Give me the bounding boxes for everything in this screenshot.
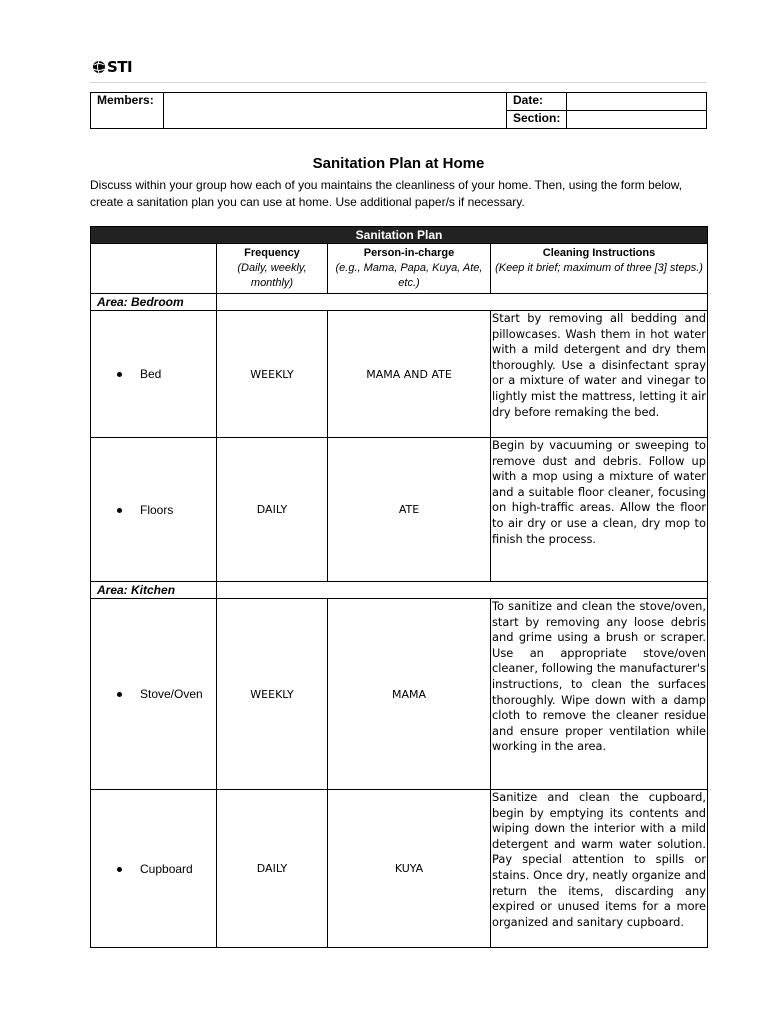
sanitation-plan-table xyxy=(90,226,708,948)
item-name-text: Floors xyxy=(140,502,174,517)
item-instructions: To sanitize and clean the stove/oven, start by removing any loose debris and grime using a brush or scraper. Use an appropriate stove/oven cleaner, following the manufacturer's instructions, to clean the surfaces thoroughly. Wipe down with a damp cloth to remove the cleaner residue and ensure proper ventilation while working in the area. xyxy=(491,599,708,790)
column-header-frequency xyxy=(217,244,328,294)
column-header-person xyxy=(328,244,491,294)
item-instructions: Sanitize and clean the cupboard, begin by emptying its contents and wiping down the interior with a mild detergent and warm water solution. Pay special attention to spills or stains. Once dry, neatly organize and return the items, discarding any expired or unused items for a more organized and sanitary cupboard. xyxy=(491,790,708,948)
item-instructions: Begin by vacuuming or sweeping to remove dust and debris. Follow up with a mop using a mixture of water and a suitable floor cleaner, focusing on high-traffic areas. Allow the floor to air dry or use a clean, dry mop to finish the process. xyxy=(491,438,708,582)
area-label: Area: Kitchen xyxy=(91,582,217,599)
area-label: Area: Bedroom xyxy=(91,294,217,311)
column-label: Cleaning Instructions xyxy=(542,247,656,259)
column-note: (Daily, weekly, monthly) xyxy=(237,262,307,289)
item-name-text: Cupboard xyxy=(140,861,193,876)
globe-icon xyxy=(92,59,106,75)
section-field[interactable] xyxy=(567,111,707,129)
item-name xyxy=(91,311,217,438)
item-frequency: WEEKLY xyxy=(217,599,328,790)
bullet-icon xyxy=(117,508,122,513)
item-name xyxy=(91,599,217,790)
area-blank xyxy=(217,582,708,599)
column-note: (e.g., Mama, Papa, Kuya, Ate, etc.) xyxy=(335,262,483,289)
members-field[interactable] xyxy=(164,93,507,129)
table-row xyxy=(91,438,708,582)
table-row xyxy=(91,311,708,438)
area-blank xyxy=(217,294,708,311)
item-name-text: Bed xyxy=(140,367,162,381)
column-label: Person-in-charge xyxy=(363,247,455,259)
item-name xyxy=(91,790,217,948)
column-header-instructions xyxy=(491,244,708,294)
date-field[interactable] xyxy=(567,93,707,111)
item-person: MAMA xyxy=(328,599,491,790)
members-label: Members: xyxy=(91,93,164,129)
item-instructions: Start by removing all bedding and pillowcases. Wash them in hot water with a mild detergent and dry them thoroughly. Use a disinfectant spray or a mixture of water and vinegar to lightly mist the mattress, letting it air dry before remaking the bed. xyxy=(491,311,708,438)
column-header-blank xyxy=(91,244,217,294)
page-title: Sanitation Plan at Home xyxy=(312,155,485,172)
item-frequency: DAILY xyxy=(217,790,328,948)
members-form xyxy=(90,92,707,129)
item-name xyxy=(91,438,217,582)
column-header-row xyxy=(91,244,708,294)
sti-logo xyxy=(92,58,132,76)
item-frequency: DAILY xyxy=(217,438,328,582)
item-person: KUYA xyxy=(328,790,491,948)
table-row xyxy=(91,599,708,790)
plan-table-title: Sanitation Plan xyxy=(91,227,708,244)
area-row-kitchen xyxy=(91,582,708,599)
date-label: Date: xyxy=(507,93,567,111)
header-divider xyxy=(90,82,707,83)
item-frequency: WEEKLY xyxy=(217,311,328,438)
bullet-icon xyxy=(117,692,122,697)
area-row-bedroom xyxy=(91,294,708,311)
column-note: (Keep it brief; maximum of three [3] steps.) xyxy=(495,262,703,274)
section-label: Section: xyxy=(507,111,567,129)
column-label: Frequency xyxy=(244,247,300,259)
item-person: ATE xyxy=(328,438,491,582)
bullet-icon xyxy=(117,867,122,872)
item-person: MAMA AND ATE xyxy=(328,311,491,438)
intro-text: Discuss within your group how each of you maintains the cleanliness of your home. Then, using the form below, create a sanitation plan you can use at home. Use additional paper/s if necessary. xyxy=(90,178,683,209)
item-name-text: Stove/Oven xyxy=(140,687,203,701)
table-row xyxy=(91,790,708,948)
bullet-icon xyxy=(117,372,122,377)
logo-text: STI xyxy=(107,58,133,76)
